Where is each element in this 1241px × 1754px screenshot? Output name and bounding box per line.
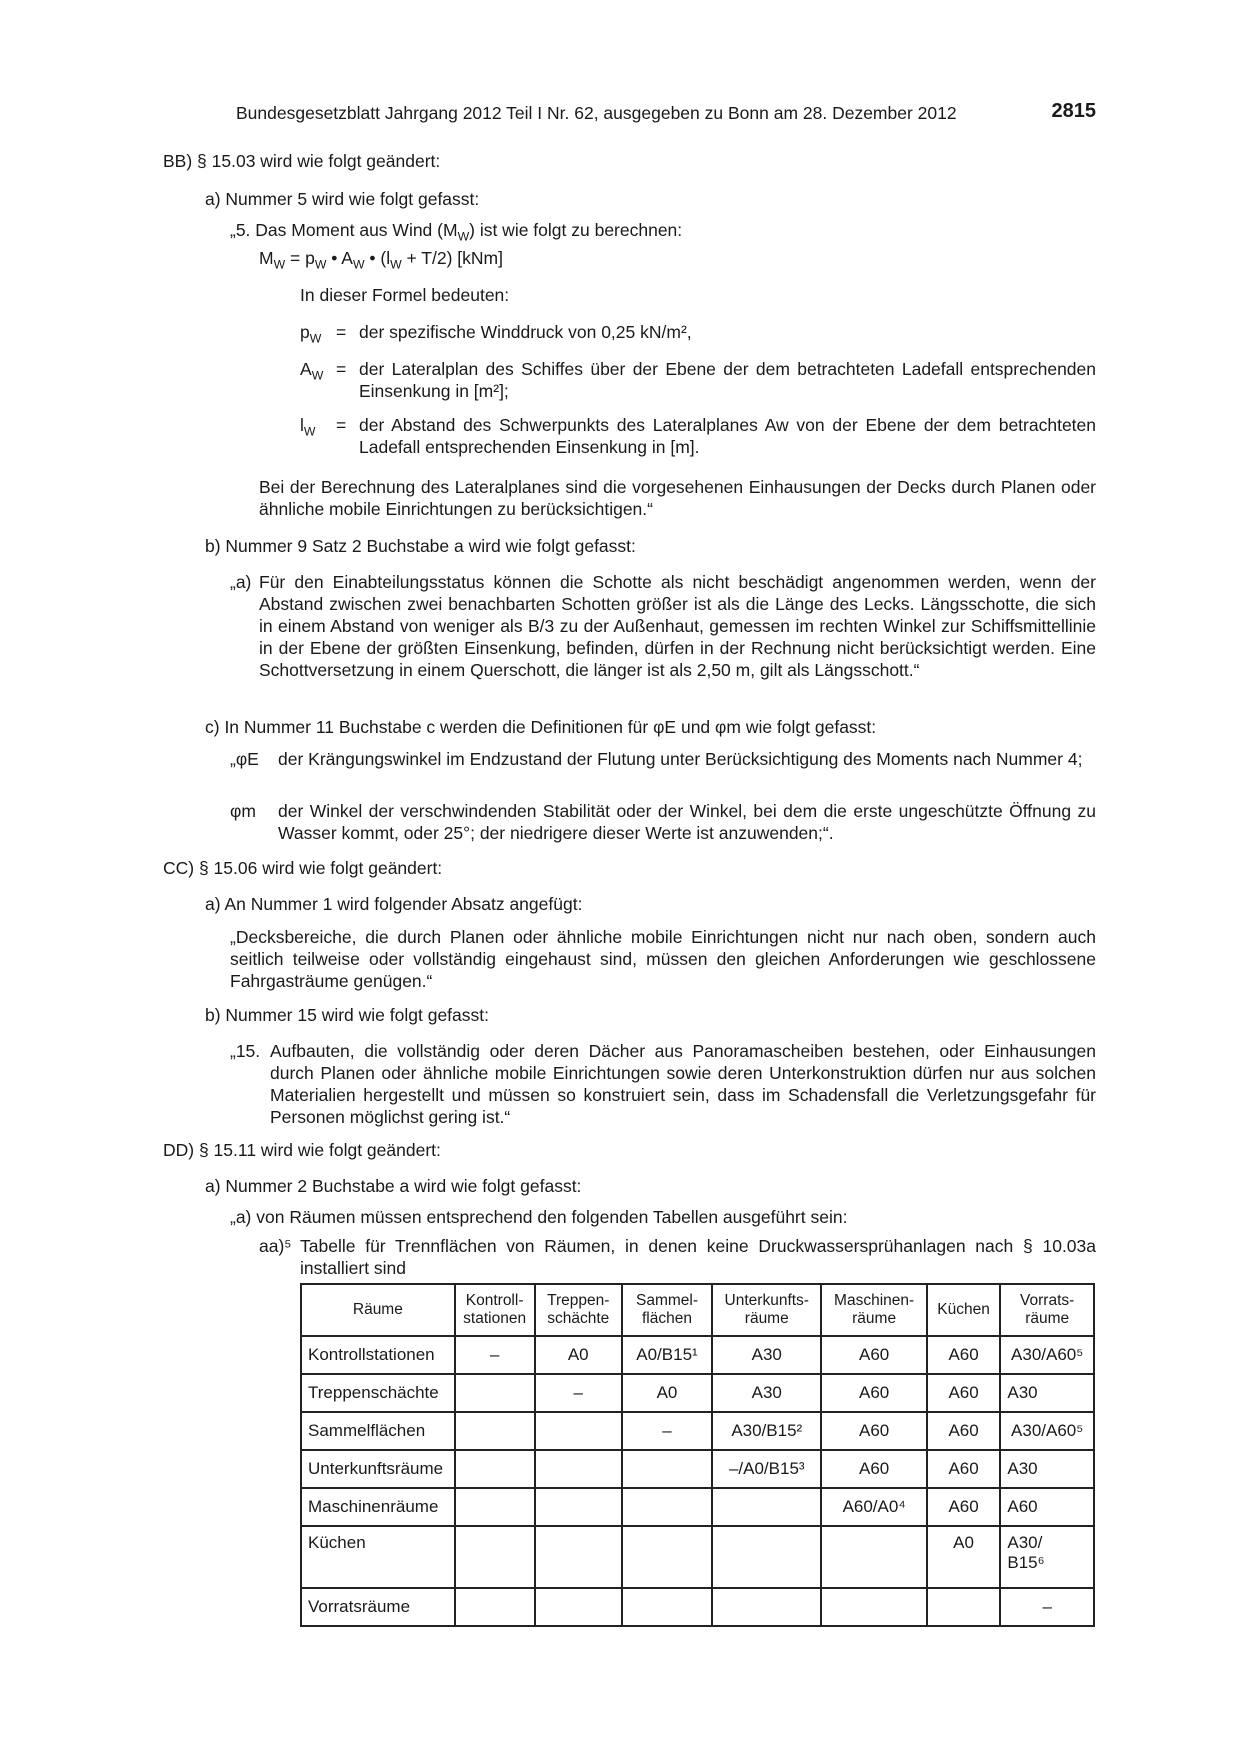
phi-e-symbol: „φE xyxy=(230,749,259,769)
bb-b-text: Für den Einabteilungsstatus können die Schotte als nicht beschädigt angenommen werden, wenn der Abstand zwischen zwei benachbarten Schotten größer ist als die Länge des Lecks. Längsschotte, die sich in einem Abstand von weniger als B/3 zu der Außenhaut, gemessen im rechten Winkel zur Schiffsmittellinie in der Ebene der größten Einsenkung, befinden, dürfen in der Rechnung nicht berücksichtigt werden. Eine Schottversetzung in einem Querschott, die länger ist als 2,50 m, gilt als Längsschott.“ xyxy=(259,572,1096,680)
running-header xyxy=(236,102,1096,124)
col-header: Unterkunfts- räume xyxy=(712,1284,821,1336)
table-cell xyxy=(622,1488,712,1526)
table-cell: – xyxy=(622,1412,712,1450)
table-row xyxy=(301,1488,1094,1526)
table-cell: A30/A60⁵ xyxy=(1000,1412,1094,1450)
aa-text: Tabelle für Trennflächen von Räumen, in denen keine Druckwassersprühanlagen nach § 10.03a installiert sind xyxy=(300,1236,1096,1278)
row-label: Maschinenräume xyxy=(301,1488,455,1526)
col-header: Vorrats- räume xyxy=(1000,1284,1094,1336)
table-cell xyxy=(622,1526,712,1588)
table-row xyxy=(301,1412,1094,1450)
cc-b-text: Aufbauten, die vollständig oder deren Dächer aus Panoramascheiben bestehen, oder Einhausungen durch Planen oder ähnliche mobile Einrichtungen sowie deren Unterkonstruktion dürfen nur aus solchen Materialien hergestellt und müssen so konstruiert sein, dass im Schadensfall die Verletzungsgefahr für Personen möglichst gering ist.“ xyxy=(270,1041,1096,1127)
table-cell xyxy=(821,1588,926,1626)
wind-moment-formula: $M_W = p_W$ • $A_W$ • $(l_W + T/2)$ [kNm] xyxy=(259,248,503,272)
col-header: Maschinen- räume xyxy=(821,1284,926,1336)
table-cell: A60 xyxy=(927,1412,1001,1450)
row-label: Vorratsräume xyxy=(301,1588,455,1626)
table-cell: –/A0/B15³ xyxy=(712,1450,821,1488)
col-header: Kontroll- stationen xyxy=(455,1284,535,1336)
table-cell: A30 xyxy=(712,1336,821,1374)
table-cell xyxy=(821,1526,926,1588)
table-cell xyxy=(535,1450,622,1488)
cc-b-heading: b) Nummer 15 wird wie folgt gefasst: xyxy=(205,1005,489,1025)
row-label: Unterkunftsräume xyxy=(301,1450,455,1488)
dd-a-heading: a) Nummer 2 Buchstabe a wird wie folgt gefasst: xyxy=(205,1176,582,1196)
table-row xyxy=(301,1336,1094,1374)
phi-e-definition: der Krängungswinkel im Endzustand der Flutung unter Berücksichtigung des Moments nach Nummer 4; xyxy=(278,749,1083,769)
running-title: Bundesgesetzblatt Jahrgang 2012 Teil I Nr. 62, ausgegeben zu Bonn am 28. Dezember 2012 xyxy=(236,103,957,123)
table-row xyxy=(301,1588,1094,1626)
table-cell: A60/A0⁴ xyxy=(821,1488,926,1526)
col-header: Sammel- flächen xyxy=(622,1284,712,1336)
table-cell xyxy=(622,1588,712,1626)
formula-intro: In dieser Formel bedeuten: xyxy=(300,285,510,305)
table-row xyxy=(301,1526,1094,1588)
table-cell xyxy=(535,1526,622,1588)
partition-table xyxy=(300,1283,1095,1627)
table-cell: – xyxy=(1000,1588,1094,1626)
bb-a-closing: Bei der Berechnung des Lateralplanes sind die vorgesehenen Einhausungen der Decks durch Planen oder ähnliche mobile Einrichtungen zu berücksichtigen.“ xyxy=(259,477,1096,519)
table-cell: A60 xyxy=(821,1450,926,1488)
phi-m-symbol: φm xyxy=(230,801,256,821)
col-header: Küchen xyxy=(927,1284,1001,1336)
table-cell: A60 xyxy=(927,1336,1001,1374)
phi-m-definition: der Winkel der verschwindenden Stabilität oder der Winkel, bei dem die erste ungeschützte Öffnung zu Wasser kommt, oder 25°; der niedrigere dieser Werte ist anzuwenden;“. xyxy=(278,801,1096,843)
table-cell: A30/ B15⁶ xyxy=(1000,1526,1094,1588)
table-cell: A0 xyxy=(622,1374,712,1412)
bb-c-heading: c) In Nummer 11 Buchstabe c werden die Definitionen für φE und φm wie folgt gefasst: xyxy=(205,717,877,737)
table-cell: A0 xyxy=(535,1336,622,1374)
table-cell: – xyxy=(535,1374,622,1412)
cc-a-text: „Decksbereiche, die durch Planen oder ähnliche mobile Einrichtungen nicht nur nach oben, sondern auch seitlich teilweise oder vollständig eingehaust sind, müssen den gleichen Anforderungen wie geschlossene Fahrgasträume genügen.“ xyxy=(230,927,1096,991)
table-cell: A60 xyxy=(1000,1488,1094,1526)
table-cell: A60 xyxy=(821,1374,926,1412)
table-cell: A30/A60⁵ xyxy=(1000,1336,1094,1374)
table-row xyxy=(301,1450,1094,1488)
table-cell: A60 xyxy=(927,1450,1001,1488)
table-cell xyxy=(535,1488,622,1526)
table-cell xyxy=(455,1488,535,1526)
page-number: 2815 xyxy=(1051,100,1096,122)
table-cell xyxy=(455,1526,535,1588)
row-label: Küchen xyxy=(301,1526,455,1588)
col-header: Treppen- schächte xyxy=(535,1284,622,1336)
table-cell xyxy=(927,1588,1001,1626)
table-cell xyxy=(622,1450,712,1488)
table-header-row xyxy=(301,1284,1094,1336)
table-cell xyxy=(455,1412,535,1450)
cc-a-heading: a) An Nummer 1 wird folgender Absatz angefügt: xyxy=(205,894,583,914)
table-cell xyxy=(712,1488,821,1526)
table-cell: – xyxy=(455,1336,535,1374)
row-label: Kontrollstationen xyxy=(301,1336,455,1374)
table-cell: A60 xyxy=(927,1488,1001,1526)
table-cell: A30 xyxy=(712,1374,821,1412)
table-cell xyxy=(455,1588,535,1626)
dd-a-item: „a) von Räumen müssen entsprechend den folgenden Tabellen ausgeführt sein: xyxy=(230,1207,848,1227)
table-row xyxy=(301,1374,1094,1412)
table-cell: A0 xyxy=(927,1526,1001,1588)
table-cell xyxy=(535,1412,622,1450)
table-cell: A30 xyxy=(1000,1450,1094,1488)
section-dd-heading: DD) § 15.11 wird wie folgt geändert: xyxy=(163,1140,441,1160)
table-cell xyxy=(712,1526,821,1588)
table-cell xyxy=(712,1588,821,1626)
section-cc-heading: CC) § 15.06 wird wie folgt geändert: xyxy=(163,858,443,878)
table-cell: A0/B15¹ xyxy=(622,1336,712,1374)
table-cell xyxy=(535,1588,622,1626)
bb-b-label: „a) xyxy=(230,572,252,592)
bb-a-item: „5. Das Moment aus Wind $(M_W)$ ist wie folgt zu berechnen: xyxy=(230,220,683,244)
table-cell: A60 xyxy=(927,1374,1001,1412)
bb-a-heading: a) Nummer 5 wird wie folgt gefasst: xyxy=(205,189,480,209)
aa-label: aa)⁵ xyxy=(259,1236,292,1256)
table-cell: A30/B15² xyxy=(712,1412,821,1450)
cc-b-label: „15. xyxy=(230,1041,261,1061)
row-label: Treppenschächte xyxy=(301,1374,455,1412)
col-header: Räume xyxy=(301,1284,455,1336)
section-bb-heading: BB) § 15.03 wird wie folgt geändert: xyxy=(163,151,441,171)
bb-b-heading: b) Nummer 9 Satz 2 Buchstabe a wird wie folgt gefasst: xyxy=(205,536,636,556)
row-label: Sammelflächen xyxy=(301,1412,455,1450)
table-cell: A60 xyxy=(821,1336,926,1374)
table-cell xyxy=(455,1374,535,1412)
table-cell: A30 xyxy=(1000,1374,1094,1412)
table-cell xyxy=(455,1450,535,1488)
table-cell: A60 xyxy=(821,1412,926,1450)
